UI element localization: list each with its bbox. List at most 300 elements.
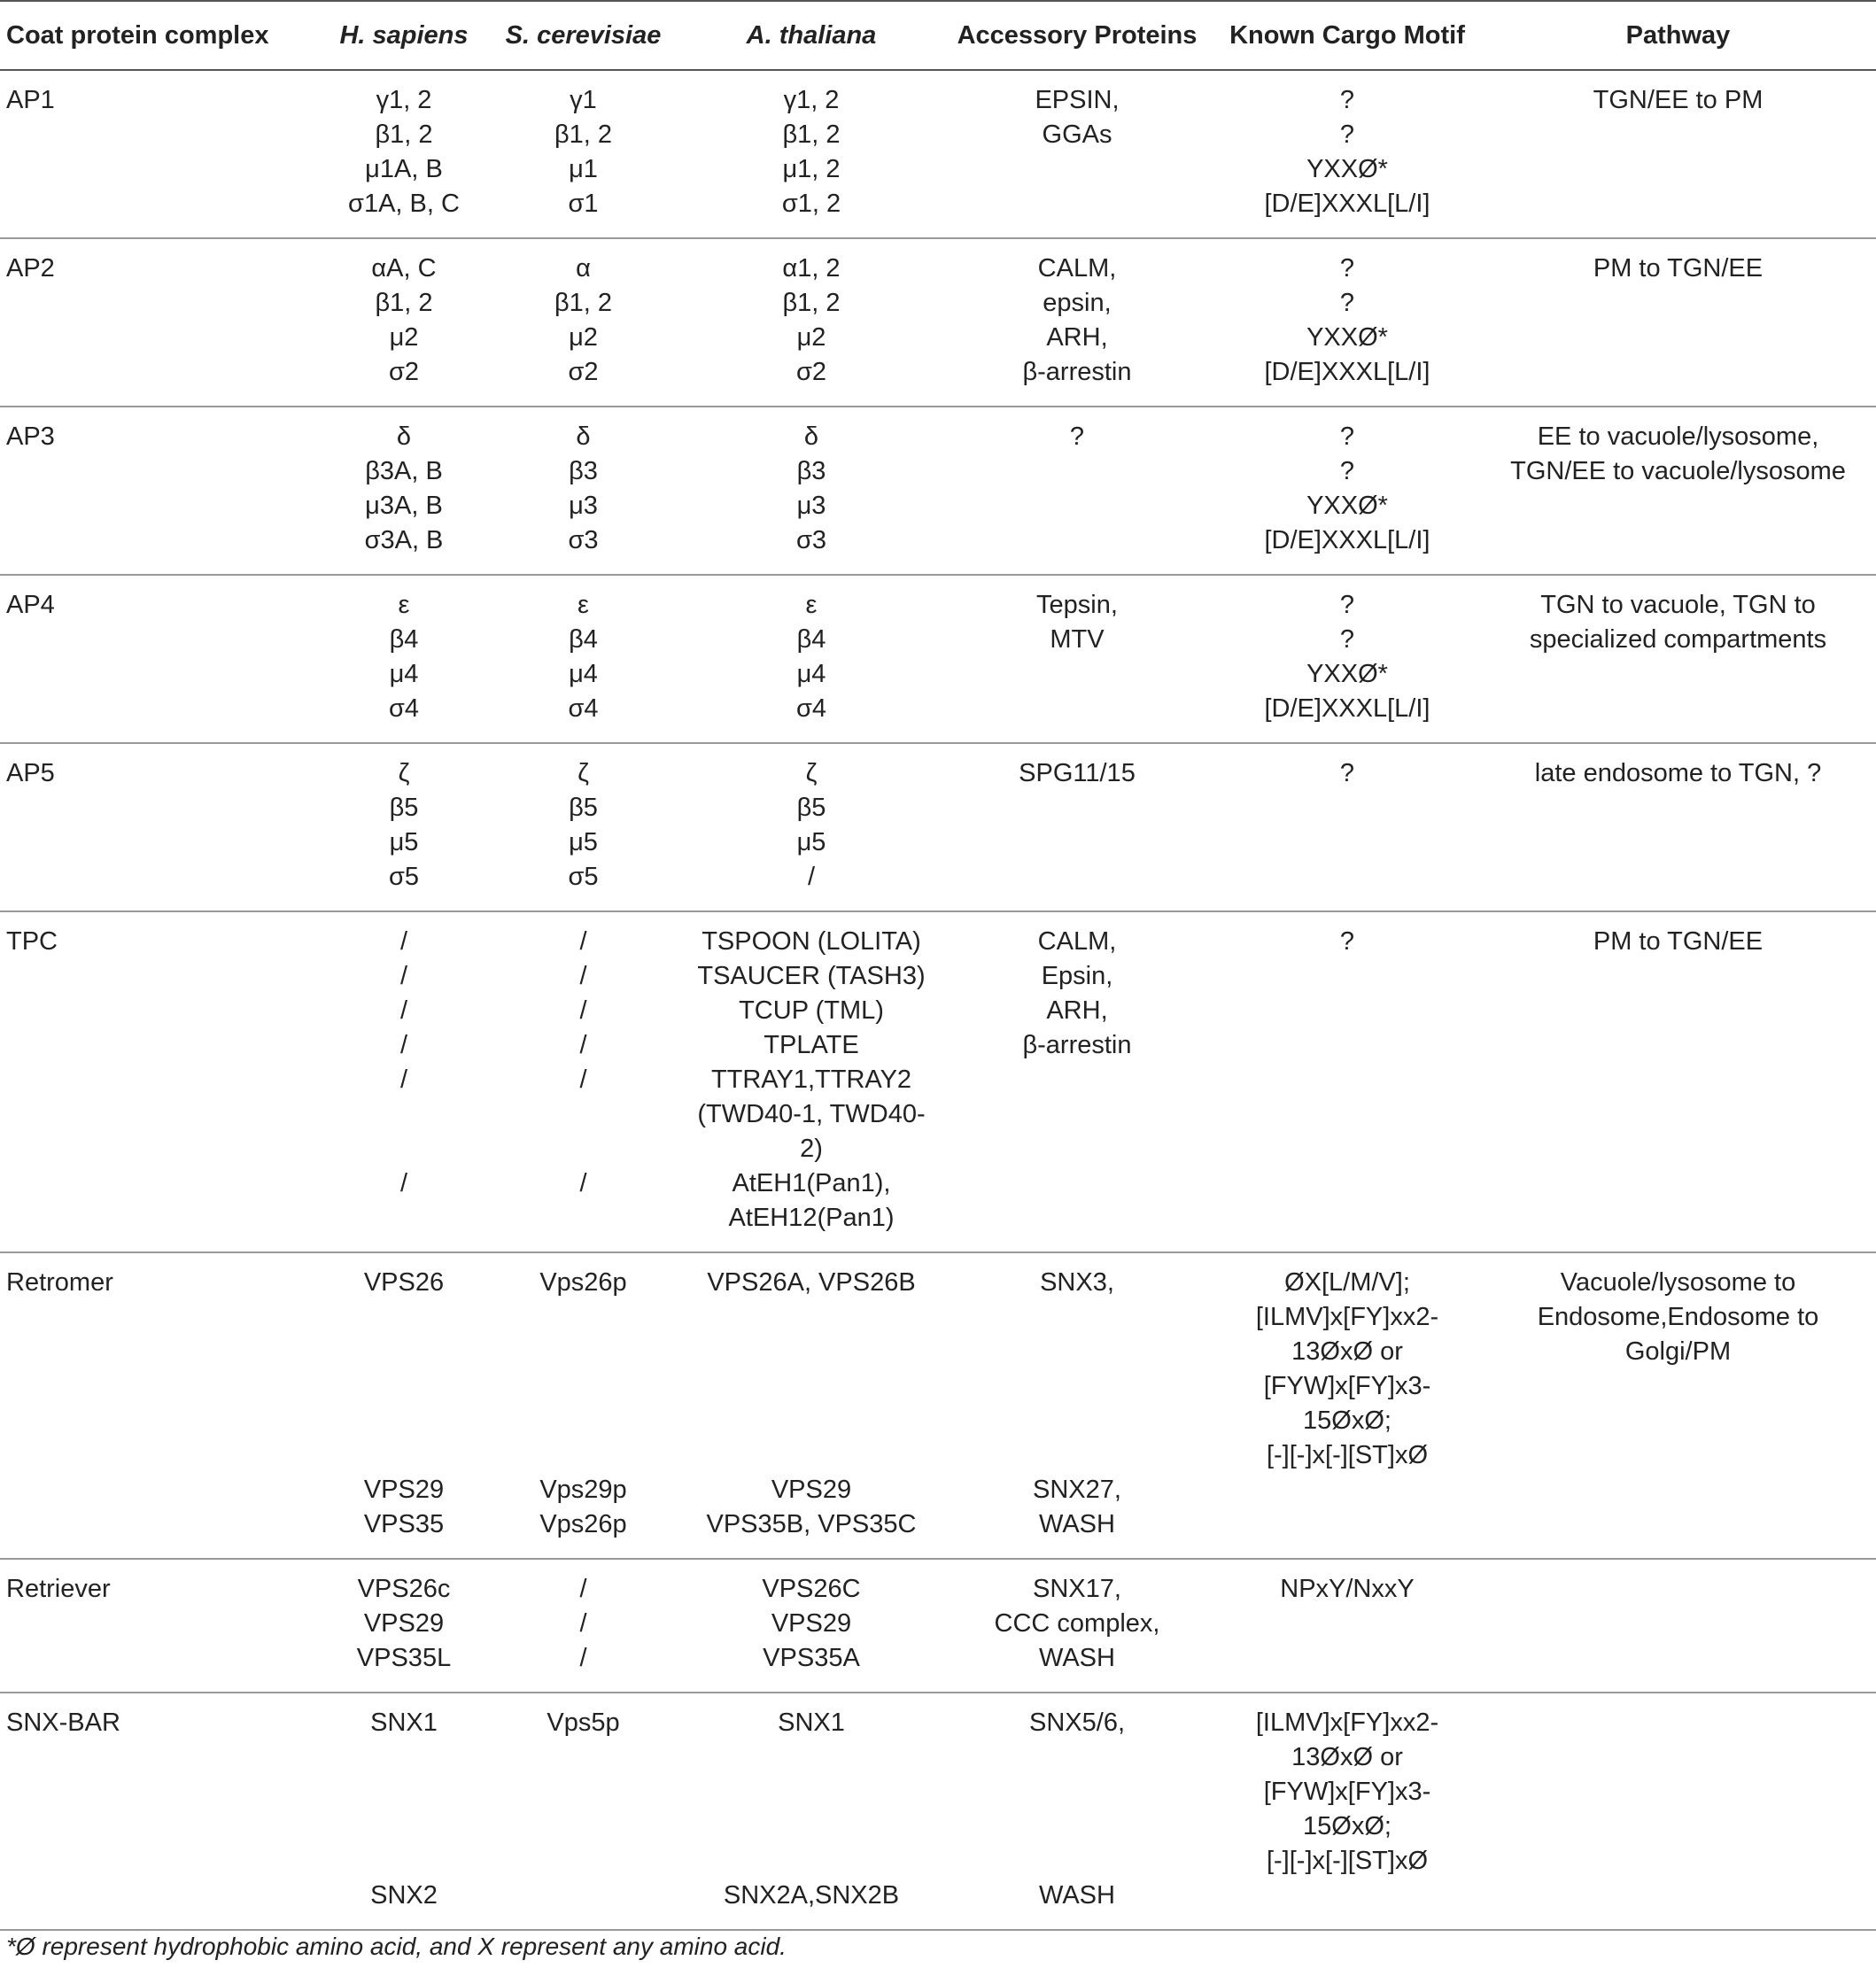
cargo-motif-cell xyxy=(1214,1063,1480,1166)
cargo-motif-cell-text: ØX[L/M/V]; [ILMV]x[FY]xx2-13ØxØ or [FYW]x[FY]x3-15ØxØ; [-][-]x[-][ST]xØ xyxy=(1255,1268,1439,1469)
h-sapiens-cell-text: σ4 xyxy=(388,694,420,723)
h-sapiens-cell-text: VPS35 xyxy=(363,1510,445,1538)
h-sapiens-cell xyxy=(324,70,484,118)
a-thaliana-cell xyxy=(683,70,940,118)
h-sapiens-cell-text: VPS35L xyxy=(356,1644,452,1672)
h-sapiens-cell xyxy=(324,825,484,860)
a-thaliana-cell xyxy=(683,743,940,791)
h-sapiens-cell xyxy=(324,1693,484,1879)
a-thaliana-cell-text: μ5 xyxy=(796,828,826,856)
a-thaliana-cell xyxy=(683,118,940,152)
accessory-proteins-cell-text: SNX17, xyxy=(1033,1575,1121,1603)
accessory-proteins-cell xyxy=(940,791,1214,825)
a-thaliana-cell xyxy=(683,238,940,286)
a-thaliana-cell xyxy=(683,523,940,575)
s-cerevisiae-cell xyxy=(484,238,683,286)
h-sapiens-cell xyxy=(324,1063,484,1166)
a-thaliana-cell xyxy=(683,1879,940,1930)
h-sapiens-cell-text: β1, 2 xyxy=(375,289,433,317)
a-thaliana-cell-text: μ4 xyxy=(796,660,826,688)
h-sapiens-cell-text: / xyxy=(399,1065,408,1094)
accessory-proteins-cell xyxy=(940,692,1214,743)
a-thaliana-cell xyxy=(683,959,940,994)
cargo-motif-cell xyxy=(1214,152,1480,187)
accessory-proteins-cell xyxy=(940,70,1214,118)
a-thaliana-cell-text: SNX1 xyxy=(778,1708,845,1737)
cargo-motif-cell xyxy=(1214,454,1480,489)
a-thaliana-cell xyxy=(683,286,940,321)
group-retromer xyxy=(0,1252,1876,1559)
cargo-motif-cell xyxy=(1214,355,1480,407)
s-cerevisiae-cell-text: β4 xyxy=(569,625,598,654)
h-sapiens-cell-text: ε xyxy=(398,591,410,619)
cargo-motif-cell-text: ? xyxy=(1339,927,1355,956)
s-cerevisiae-cell xyxy=(484,407,683,454)
cargo-motif-cell xyxy=(1214,321,1480,355)
h-sapiens-cell-text: δ xyxy=(396,422,412,451)
s-cerevisiae-cell-text: μ5 xyxy=(569,828,598,856)
a-thaliana-cell xyxy=(683,1641,940,1693)
pathway-cell xyxy=(1480,743,1876,911)
s-cerevisiae-cell xyxy=(484,152,683,187)
s-cerevisiae-cell-text: / xyxy=(579,927,587,956)
cargo-motif-cell xyxy=(1214,1166,1480,1252)
accessory-proteins-cell xyxy=(940,1166,1214,1252)
accessory-proteins-cell-text: SPG11/15 xyxy=(1019,759,1136,787)
a-thaliana-cell xyxy=(683,407,940,454)
header-pathway: Pathway xyxy=(1480,1,1876,70)
cargo-motif-cell-text: ? xyxy=(1339,625,1355,654)
accessory-proteins-cell xyxy=(940,118,1214,152)
a-thaliana-cell-text: σ1, 2 xyxy=(781,190,841,218)
cargo-motif-cell xyxy=(1214,994,1480,1028)
s-cerevisiae-cell xyxy=(484,187,683,238)
group-retriever xyxy=(0,1559,1876,1693)
cargo-motif-cell-text: ? xyxy=(1339,457,1355,485)
accessory-proteins-cell-text: MTV xyxy=(1050,625,1105,654)
a-thaliana-cell-text: μ3 xyxy=(796,492,826,520)
cargo-motif-cell xyxy=(1214,70,1480,118)
accessory-proteins-cell xyxy=(940,657,1214,692)
h-sapiens-cell xyxy=(324,959,484,994)
cargo-motif-cell xyxy=(1214,791,1480,825)
accessory-proteins-cell xyxy=(940,1559,1214,1607)
accessory-proteins-cell xyxy=(940,1607,1214,1641)
s-cerevisiae-cell xyxy=(484,523,683,575)
s-cerevisiae-cell-text: α xyxy=(576,254,591,283)
cargo-motif-cell xyxy=(1214,1252,1480,1473)
s-cerevisiae-cell xyxy=(484,1641,683,1693)
h-sapiens-cell xyxy=(324,407,484,454)
s-cerevisiae-cell-text: μ2 xyxy=(569,323,598,352)
a-thaliana-cell-text: β5 xyxy=(796,794,826,822)
s-cerevisiae-cell-text: Vps26p xyxy=(539,1510,627,1538)
s-cerevisiae-cell-text: β3 xyxy=(569,457,598,485)
s-cerevisiae-cell-text: Vps29p xyxy=(539,1476,627,1504)
s-cerevisiae-cell-text: μ1 xyxy=(569,155,598,183)
pathway-text: EE to vacuole/lysosome, TGN/EE to vacuole/lysosome xyxy=(1510,422,1846,485)
cargo-motif-cell xyxy=(1214,238,1480,286)
pathway-text: PM to TGN/EE xyxy=(1593,927,1764,956)
h-sapiens-cell-text: μ1A, B xyxy=(365,155,443,183)
cargo-motif-cell-text: ? xyxy=(1339,289,1355,317)
accessory-proteins-cell-text: WASH xyxy=(1039,1881,1115,1910)
accessory-proteins-cell xyxy=(940,1641,1214,1693)
accessory-proteins-cell-text: Epsin, xyxy=(1041,962,1113,990)
accessory-proteins-cell xyxy=(940,407,1214,454)
a-thaliana-cell-text: / xyxy=(807,863,816,891)
cargo-motif-cell xyxy=(1214,286,1480,321)
accessory-proteins-cell xyxy=(940,238,1214,286)
s-cerevisiae-cell-text: Vps26p xyxy=(539,1268,627,1297)
s-cerevisiae-cell xyxy=(484,1507,683,1559)
s-cerevisiae-cell-text: Vps5p xyxy=(547,1708,620,1737)
h-sapiens-cell xyxy=(324,1641,484,1693)
pathway-text: late endosome to TGN, ? xyxy=(1534,759,1822,787)
accessory-proteins-cell xyxy=(940,1693,1214,1879)
h-sapiens-cell-text: SNX1 xyxy=(370,1708,438,1737)
s-cerevisiae-cell xyxy=(484,692,683,743)
accessory-proteins-cell xyxy=(940,454,1214,489)
cargo-motif-cell xyxy=(1214,860,1480,911)
h-sapiens-cell xyxy=(324,355,484,407)
a-thaliana-cell-text: δ xyxy=(803,422,819,451)
accessory-proteins-cell xyxy=(940,1063,1214,1166)
s-cerevisiae-cell xyxy=(484,575,683,623)
s-cerevisiae-cell-text: ε xyxy=(578,591,589,619)
h-sapiens-cell xyxy=(324,1473,484,1507)
accessory-proteins-cell-text: ARH, xyxy=(1046,996,1108,1025)
a-thaliana-cell-text: VPS29 xyxy=(771,1476,852,1504)
cargo-motif-cell xyxy=(1214,1559,1480,1607)
cargo-motif-cell xyxy=(1214,1028,1480,1063)
table-row xyxy=(0,1693,1876,1879)
h-sapiens-cell xyxy=(324,743,484,791)
cargo-motif-cell xyxy=(1214,489,1480,523)
a-thaliana-cell-text: TSAUCER (TASH3) xyxy=(697,962,926,990)
cargo-motif-cell-text: YXXØ* xyxy=(1306,155,1388,183)
a-thaliana-cell-text: SNX2A,SNX2B xyxy=(723,1881,900,1910)
table-row xyxy=(0,575,1876,623)
s-cerevisiae-cell xyxy=(484,1063,683,1166)
h-sapiens-cell-text: β5 xyxy=(389,794,419,822)
accessory-proteins-cell xyxy=(940,187,1214,238)
cargo-motif-cell-text: [ILMV]x[FY]xx2-13ØxØ or [FYW]x[FY]x3-15ØxØ; [-][-]x[-][ST]xØ xyxy=(1255,1708,1439,1875)
s-cerevisiae-cell xyxy=(484,657,683,692)
s-cerevisiae-cell-text: / xyxy=(579,1169,587,1197)
table-row xyxy=(0,1252,1876,1473)
a-thaliana-cell-text: VPS35B, VPS35C xyxy=(706,1510,917,1538)
a-thaliana-cell-text: VPS35A xyxy=(763,1644,860,1672)
cargo-motif-cell-text: [D/E]XXXL[L/I] xyxy=(1264,358,1430,386)
cargo-motif-cell-text: ? xyxy=(1339,120,1355,149)
a-thaliana-cell-text: VPS29 xyxy=(771,1609,852,1638)
h-sapiens-cell-text: / xyxy=(399,1169,408,1197)
accessory-proteins-cell xyxy=(940,623,1214,657)
h-sapiens-cell-text: VPS29 xyxy=(363,1609,445,1638)
a-thaliana-cell xyxy=(683,994,940,1028)
accessory-proteins-cell xyxy=(940,1507,1214,1559)
cargo-motif-cell xyxy=(1214,692,1480,743)
accessory-proteins-cell xyxy=(940,286,1214,321)
h-sapiens-cell-text: σ1A, B, C xyxy=(348,190,460,218)
cargo-motif-cell xyxy=(1214,1641,1480,1693)
accessory-proteins-cell-text: WASH xyxy=(1039,1644,1115,1672)
a-thaliana-cell-text: AtEH1(Pan1), AtEH12(Pan1) xyxy=(728,1169,895,1232)
h-sapiens-cell xyxy=(324,1028,484,1063)
accessory-proteins-cell xyxy=(940,959,1214,994)
accessory-proteins-cell-text: ? xyxy=(1069,422,1085,451)
s-cerevisiae-cell xyxy=(484,118,683,152)
cargo-motif-cell-text: NPxY/NxxY xyxy=(1280,1575,1415,1603)
cargo-motif-cell xyxy=(1214,575,1480,623)
table-row xyxy=(0,911,1876,959)
a-thaliana-cell-text: TPLATE xyxy=(764,1031,859,1059)
a-thaliana-cell xyxy=(683,1252,940,1473)
h-sapiens-cell xyxy=(324,1607,484,1641)
pathway-cell xyxy=(1480,70,1876,238)
pathway-cell xyxy=(1480,575,1876,743)
h-sapiens-cell xyxy=(324,118,484,152)
h-sapiens-cell xyxy=(324,911,484,959)
h-sapiens-cell-text: VPS26 xyxy=(363,1268,445,1297)
header-s-cerevisiae: S. cerevisiae xyxy=(484,1,683,70)
pathway-text: PM to TGN/EE xyxy=(1593,254,1764,283)
h-sapiens-cell-text: β1, 2 xyxy=(375,120,433,149)
s-cerevisiae-cell-text: β1, 2 xyxy=(554,120,613,149)
complex-name: Retromer xyxy=(6,1268,113,1297)
h-sapiens-cell-text: / xyxy=(399,1031,408,1059)
group-ap4 xyxy=(0,575,1876,743)
accessory-proteins-cell xyxy=(940,523,1214,575)
cargo-motif-cell-text: YXXØ* xyxy=(1306,492,1388,520)
table-row xyxy=(0,743,1876,791)
pathway-cell xyxy=(1480,911,1876,1252)
h-sapiens-cell xyxy=(324,1559,484,1607)
a-thaliana-cell-text: μ2 xyxy=(796,323,826,352)
complex-name: AP1 xyxy=(6,86,55,114)
header-coat-protein-complex: Coat protein complex xyxy=(0,1,324,70)
cargo-motif-cell-text: ? xyxy=(1339,254,1355,283)
cargo-motif-cell-text: YXXØ* xyxy=(1306,660,1388,688)
h-sapiens-cell-text: / xyxy=(399,996,408,1025)
h-sapiens-cell xyxy=(324,321,484,355)
group-ap3 xyxy=(0,407,1876,575)
a-thaliana-cell xyxy=(683,1559,940,1607)
h-sapiens-cell xyxy=(324,994,484,1028)
h-sapiens-cell-text: μ4 xyxy=(389,660,419,688)
h-sapiens-cell xyxy=(324,238,484,286)
a-thaliana-cell xyxy=(683,575,940,623)
cargo-motif-cell-text: ? xyxy=(1339,422,1355,451)
s-cerevisiae-cell-text: ζ xyxy=(578,759,589,787)
accessory-proteins-cell xyxy=(940,1252,1214,1473)
cargo-motif-cell xyxy=(1214,407,1480,454)
s-cerevisiae-cell-text: σ3 xyxy=(568,526,599,554)
a-thaliana-cell xyxy=(683,187,940,238)
cargo-motif-cell xyxy=(1214,1507,1480,1559)
h-sapiens-cell xyxy=(324,286,484,321)
accessory-proteins-cell-text: SNX27, xyxy=(1033,1476,1121,1504)
h-sapiens-cell xyxy=(324,791,484,825)
accessory-proteins-cell xyxy=(940,860,1214,911)
h-sapiens-cell-text: β4 xyxy=(389,625,419,654)
s-cerevisiae-cell xyxy=(484,1166,683,1252)
header-h-sapiens: H. sapiens xyxy=(324,1,484,70)
s-cerevisiae-cell xyxy=(484,355,683,407)
a-thaliana-cell xyxy=(683,791,940,825)
h-sapiens-cell xyxy=(324,1252,484,1473)
group-tpc xyxy=(0,911,1876,1252)
complex-name: SNX-BAR xyxy=(6,1708,120,1737)
accessory-proteins-cell xyxy=(940,575,1214,623)
a-thaliana-cell xyxy=(683,321,940,355)
pathway-cell xyxy=(1480,1559,1876,1693)
h-sapiens-cell-text: αA, C xyxy=(371,254,437,283)
group-snx-bar xyxy=(0,1693,1876,1930)
cargo-motif-cell-text: [D/E]XXXL[L/I] xyxy=(1264,190,1430,218)
complex-name: Retriever xyxy=(6,1575,111,1603)
header-known-cargo-motif: Known Cargo Motif xyxy=(1214,1,1480,70)
cargo-motif-cell xyxy=(1214,523,1480,575)
cargo-motif-cell xyxy=(1214,187,1480,238)
a-thaliana-cell xyxy=(683,1028,940,1063)
cargo-motif-cell xyxy=(1214,1879,1480,1930)
h-sapiens-cell xyxy=(324,1507,484,1559)
table-row xyxy=(0,407,1876,454)
accessory-proteins-cell-text: Tepsin, xyxy=(1036,591,1118,619)
cargo-motif-cell xyxy=(1214,743,1480,791)
cargo-motif-cell-text: ? xyxy=(1339,86,1355,114)
a-thaliana-cell-text: VPS26A, VPS26B xyxy=(707,1268,916,1297)
accessory-proteins-cell-text: SNX5/6, xyxy=(1029,1708,1125,1737)
s-cerevisiae-cell xyxy=(484,791,683,825)
a-thaliana-cell xyxy=(683,860,940,911)
cargo-motif-cell-text: [D/E]XXXL[L/I] xyxy=(1264,694,1430,723)
complex-name: AP4 xyxy=(6,591,55,619)
group-ap2 xyxy=(0,238,1876,407)
s-cerevisiae-cell xyxy=(484,743,683,791)
s-cerevisiae-cell-text: / xyxy=(579,996,587,1025)
s-cerevisiae-cell xyxy=(484,454,683,489)
s-cerevisiae-cell-text: / xyxy=(579,1065,587,1094)
h-sapiens-cell-text: μ2 xyxy=(389,323,419,352)
accessory-proteins-cell-text: EPSIN, xyxy=(1035,86,1120,114)
footnote: *Ø represent hydrophobic amino acid, and X represent any amino acid. xyxy=(6,1933,787,1960)
a-thaliana-cell xyxy=(683,1507,940,1559)
s-cerevisiae-cell-text: β1, 2 xyxy=(554,289,613,317)
header-accessory-proteins: Accessory Proteins xyxy=(940,1,1214,70)
accessory-proteins-cell-text: epsin, xyxy=(1043,289,1112,317)
table-header xyxy=(0,1,1876,70)
cargo-motif-cell xyxy=(1214,118,1480,152)
a-thaliana-cell-text: γ1, 2 xyxy=(783,86,840,114)
a-thaliana-cell-text: μ1, 2 xyxy=(782,155,841,183)
s-cerevisiae-cell xyxy=(484,1473,683,1507)
h-sapiens-cell xyxy=(324,152,484,187)
h-sapiens-cell xyxy=(324,623,484,657)
accessory-proteins-cell xyxy=(940,994,1214,1028)
h-sapiens-cell-text: σ2 xyxy=(388,358,420,386)
pathway-text: Vacuole/lysosome to Endosome,Endosome to Golgi/PM xyxy=(1537,1268,1819,1366)
s-cerevisiae-cell-text: σ4 xyxy=(568,694,599,723)
h-sapiens-cell xyxy=(324,860,484,911)
s-cerevisiae-cell xyxy=(484,1559,683,1607)
s-cerevisiae-cell xyxy=(484,1607,683,1641)
cargo-motif-cell-text: ? xyxy=(1339,759,1355,787)
a-thaliana-cell-text: TCUP (TML) xyxy=(739,996,884,1025)
cargo-motif-cell xyxy=(1214,1473,1480,1507)
header-row xyxy=(0,1,1876,70)
a-thaliana-cell-text: β3 xyxy=(796,457,826,485)
h-sapiens-cell xyxy=(324,1879,484,1930)
a-thaliana-cell-text: TSPOON (LOLITA) xyxy=(702,927,921,956)
s-cerevisiae-cell xyxy=(484,1693,683,1879)
pathway-cell xyxy=(1480,1693,1876,1930)
cargo-motif-cell-text: YXXØ* xyxy=(1306,323,1388,352)
a-thaliana-cell xyxy=(683,1166,940,1252)
table-row xyxy=(0,1559,1876,1607)
a-thaliana-cell-text: TTRAY1,TTRAY2 (TWD40-1, TWD40-2) xyxy=(697,1065,926,1163)
pathway-cell xyxy=(1480,1252,1876,1559)
h-sapiens-cell-text: VPS26c xyxy=(357,1575,451,1603)
s-cerevisiae-cell xyxy=(484,321,683,355)
cargo-motif-cell-text: ? xyxy=(1339,591,1355,619)
h-sapiens-cell-text: / xyxy=(399,927,408,956)
accessory-proteins-cell xyxy=(940,1028,1214,1063)
pathway-cell xyxy=(1480,407,1876,575)
h-sapiens-cell xyxy=(324,489,484,523)
cargo-motif-cell xyxy=(1214,1607,1480,1641)
h-sapiens-cell-text: σ3A, B xyxy=(364,526,444,554)
s-cerevisiae-cell xyxy=(484,70,683,118)
accessory-proteins-cell-text: β-arrestin xyxy=(1022,358,1132,386)
accessory-proteins-cell xyxy=(940,489,1214,523)
s-cerevisiae-cell xyxy=(484,623,683,657)
accessory-proteins-cell xyxy=(940,1473,1214,1507)
a-thaliana-cell xyxy=(683,1607,940,1641)
a-thaliana-cell-text: σ2 xyxy=(795,358,827,386)
h-sapiens-cell-text: β3A, B xyxy=(365,457,443,485)
group-ap1 xyxy=(0,70,1876,238)
s-cerevisiae-cell-text: / xyxy=(579,1575,587,1603)
h-sapiens-cell xyxy=(324,692,484,743)
complex-name: AP5 xyxy=(6,759,55,787)
s-cerevisiae-cell-text: σ2 xyxy=(568,358,599,386)
a-thaliana-cell-text: β1, 2 xyxy=(782,120,841,149)
h-sapiens-cell-text: VPS29 xyxy=(363,1476,445,1504)
s-cerevisiae-cell-text: / xyxy=(579,1609,587,1638)
h-sapiens-cell-text: μ3A, B xyxy=(365,492,443,520)
s-cerevisiae-cell xyxy=(484,1879,683,1930)
a-thaliana-cell xyxy=(683,657,940,692)
h-sapiens-cell xyxy=(324,454,484,489)
s-cerevisiae-cell xyxy=(484,1028,683,1063)
accessory-proteins-cell-text: SNX3, xyxy=(1040,1268,1114,1297)
s-cerevisiae-cell xyxy=(484,825,683,860)
accessory-proteins-cell-text: CALM, xyxy=(1037,254,1117,283)
a-thaliana-cell-text: β4 xyxy=(796,625,826,654)
pathway-text: TGN to vacuole, TGN to specialized compartments xyxy=(1529,591,1827,654)
h-sapiens-cell-text: γ1, 2 xyxy=(376,86,432,114)
s-cerevisiae-cell-text: / xyxy=(579,1644,587,1672)
h-sapiens-cell xyxy=(324,575,484,623)
table-row xyxy=(0,238,1876,286)
h-sapiens-cell-text: ζ xyxy=(398,759,410,787)
a-thaliana-cell xyxy=(683,825,940,860)
s-cerevisiae-cell-text: σ1 xyxy=(568,190,599,218)
accessory-proteins-cell-text: CALM, xyxy=(1037,927,1117,956)
